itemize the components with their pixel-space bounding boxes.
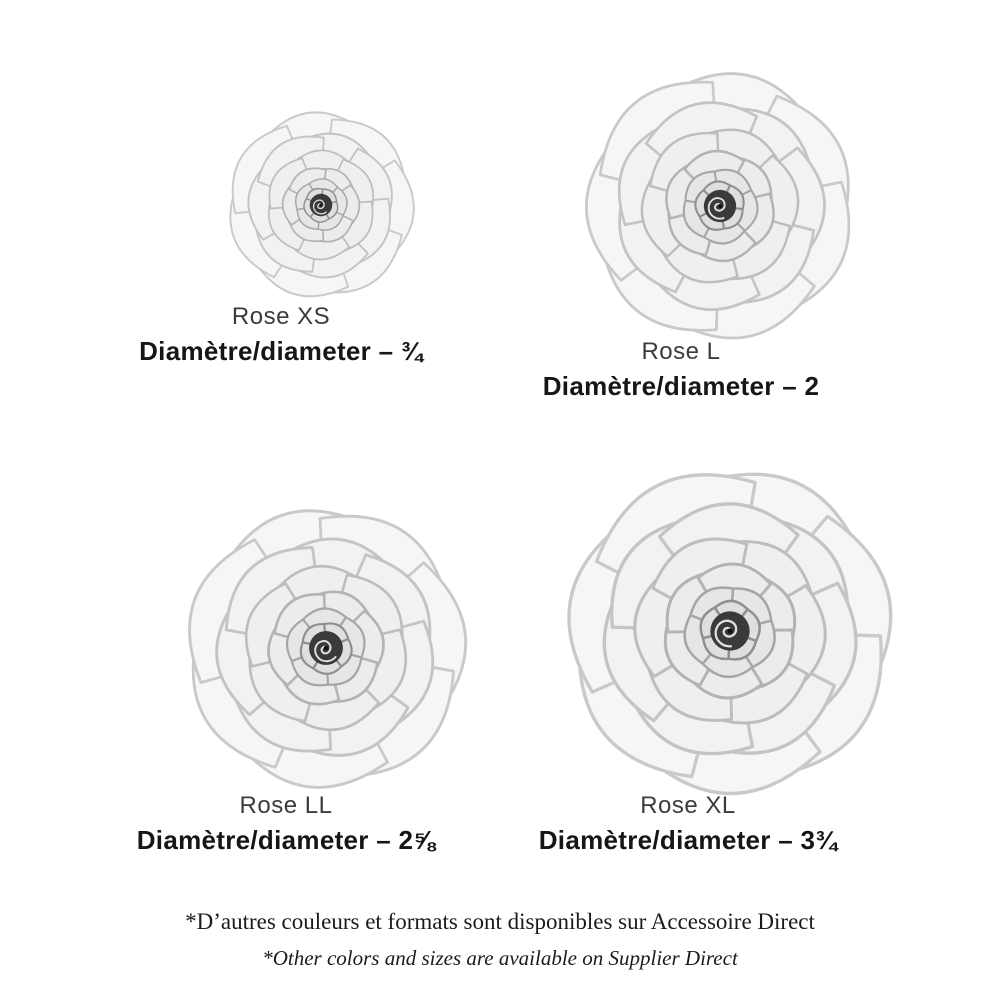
rose-ll-diameter: Diamètre/diameter – 2⅝ [136,824,436,855]
footer-note-english: *Other colors and sizes are available on Supplier Direct [262,945,738,970]
rose-l-diameter: Diamètre/diameter – 2 [542,370,820,401]
rose-l-name: Rose L [641,338,721,365]
rose-xl-name: Rose XL [640,792,736,819]
rose-ll-name: Rose LL [239,792,333,819]
rose-xs-image [205,89,438,322]
rose-l-image [544,30,895,381]
footer-note-french: *D’autres couleurs et formats sont disponibles sur Accessoire Direct [185,909,815,934]
rose-ll-image [131,453,522,844]
rose-xs-name: Rose XS [231,303,331,330]
label-rose-l [481,338,881,402]
label-rose-xs [81,303,481,367]
rose-illustration [205,89,438,322]
rose-xs-diameter: Diamètre/diameter – ¾ [139,335,423,366]
footer-note [0,908,1000,971]
rose-illustration [544,30,895,381]
label-rose-ll [86,792,486,856]
rose-xl-diameter: Diamètre/diameter – 3¾ [538,824,838,855]
label-rose-xl [488,792,888,856]
rose-illustration [131,453,522,844]
